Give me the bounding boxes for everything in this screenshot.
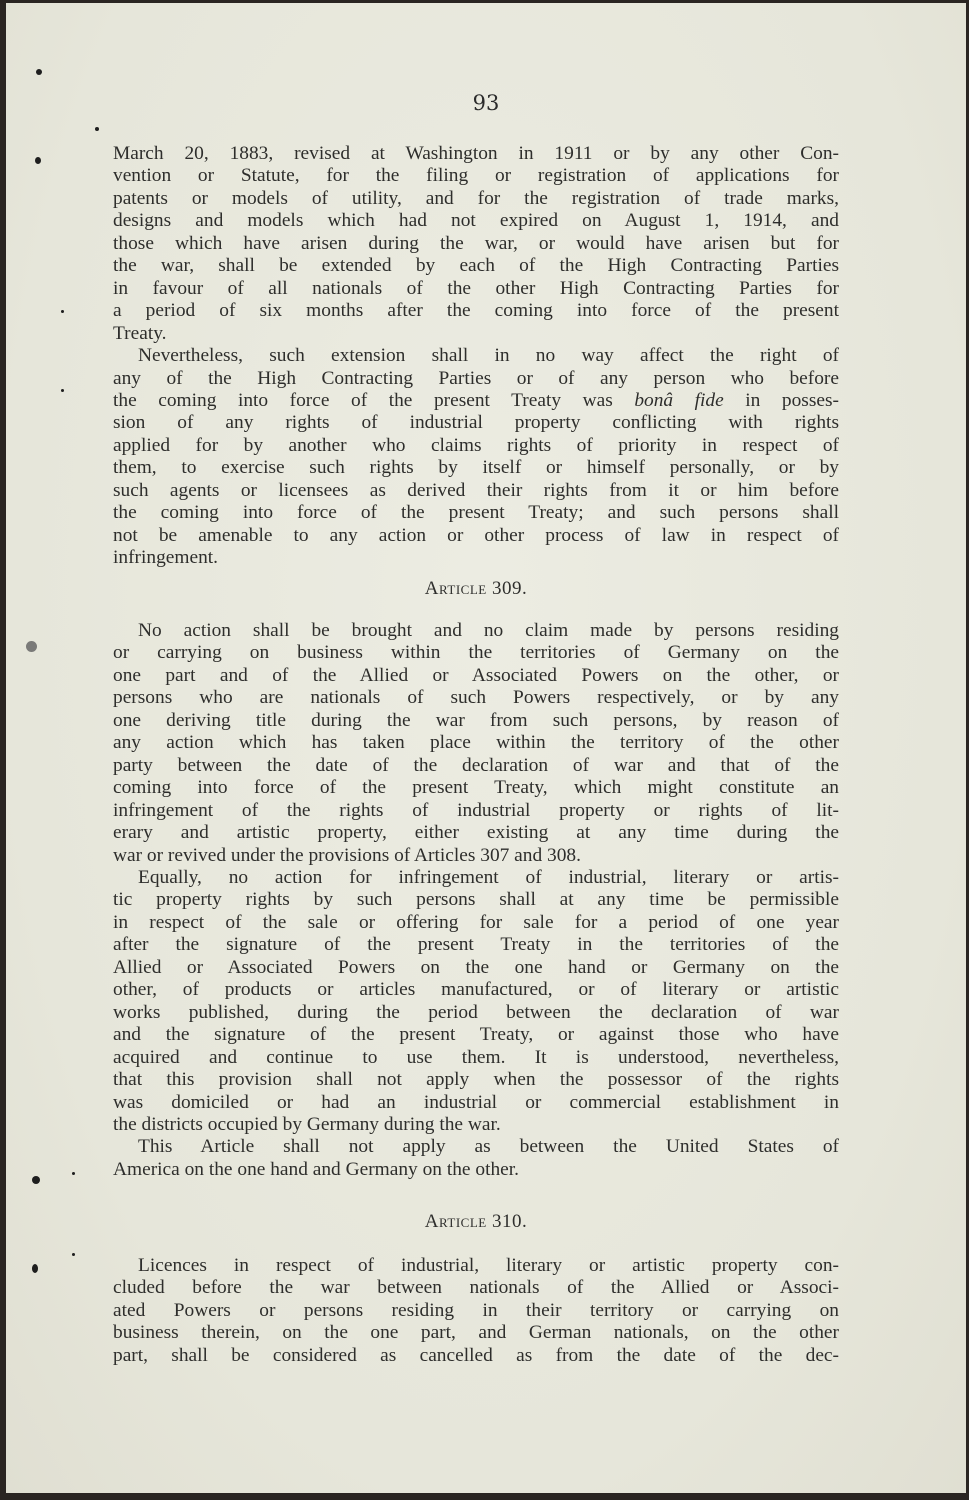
margin-mark bbox=[32, 1264, 38, 1273]
text-line: one part and of the Allied or Associated Powers on the other, or bbox=[113, 664, 839, 686]
article-310-heading: Article 310. bbox=[424, 1211, 528, 1232]
margin-mark bbox=[61, 310, 64, 313]
paragraph bbox=[113, 143, 839, 345]
text-line: March 20, 1883, revised at Washington in 1911 or by any other Con- bbox=[113, 143, 839, 164]
text-line: infringement of the rights of industrial property or rights of lit- bbox=[113, 799, 839, 821]
text-line: Equally, no action for infringement of industrial, literary or artis- bbox=[138, 866, 839, 888]
paragraph bbox=[113, 867, 839, 1136]
margin-mark bbox=[72, 1172, 75, 1175]
text-line: one deriving title during the war from such persons, by reason of bbox=[113, 709, 839, 731]
paragraph bbox=[113, 345, 839, 570]
text-line: a period of six months after the coming into force of the present bbox=[113, 300, 839, 322]
text-line: other, of products or articles manufactured, or of literary or artistic bbox=[113, 979, 839, 1001]
text-line: that this provision shall not apply when the possessor of the rights bbox=[113, 1069, 839, 1091]
page-number: 93 bbox=[472, 91, 500, 115]
margin-mark bbox=[36, 69, 42, 75]
text-line: ated Powers or persons residing in their territory or carrying on bbox=[113, 1299, 839, 1321]
text-line: This Article shall not apply as between the United States of bbox=[138, 1136, 839, 1158]
text-line: infringement. bbox=[113, 547, 219, 569]
text-line: any action which has taken place within the territory of the other bbox=[113, 732, 839, 754]
text-line: the coming into force of the present Treaty; and such persons shall bbox=[113, 502, 839, 524]
text-line: the war, shall be extended by each of the High Contracting Parties bbox=[113, 255, 839, 277]
text-line: acquired and continue to use them. It is understood, nevertheless, bbox=[113, 1046, 839, 1068]
text-line: not be amenable to any action or other process of law in respect of bbox=[113, 524, 839, 546]
text-line: was domiciled or had an industrial or commercial establishment in bbox=[113, 1091, 839, 1113]
margin-mark bbox=[61, 389, 64, 392]
paragraph bbox=[113, 1136, 839, 1181]
text-line: those which have arisen during the war, or would have arisen but for bbox=[113, 232, 839, 254]
text-line: tic property rights by such persons shall at any time be permissible bbox=[113, 889, 839, 911]
text-line: or carrying on business within the territories of Germany on the bbox=[113, 642, 839, 664]
text-line: in favour of all nationals of the other High Contracting Parties for bbox=[113, 277, 839, 299]
body-text-top bbox=[113, 143, 839, 570]
text-line: Treaty. bbox=[113, 322, 167, 344]
text-line: business therein, on the one part, and German nationals, on the other bbox=[113, 1322, 839, 1344]
text-line: cluded before the war between nationals of the Allied or Associ- bbox=[113, 1277, 839, 1299]
text-line: them, to exercise such rights by itself or himself personally, or by bbox=[113, 457, 839, 479]
text-line: such agents or licensees as derived their rights from it or him before bbox=[113, 479, 839, 501]
paragraph bbox=[113, 1255, 839, 1367]
margin-mark bbox=[72, 1253, 75, 1256]
text-line: erary and artistic property, either existing at any time during the bbox=[113, 822, 839, 844]
text-line: and the signature of the present Treaty, or against those who have bbox=[113, 1024, 839, 1046]
text-line: Allied or Associated Powers on the one hand or Germany on the bbox=[113, 956, 839, 978]
text-line: coming into force of the present Treaty, which might constitute an bbox=[113, 777, 839, 799]
text-line: party between the date of the declaration of war and that of the bbox=[113, 754, 839, 776]
text-line-with-italic: the coming into force of the present Treaty was bonâ fide in posses- bbox=[113, 389, 839, 411]
margin-mark bbox=[95, 127, 99, 131]
paragraph bbox=[113, 620, 839, 867]
text-line: works published, during the period between the declaration of war bbox=[113, 1001, 839, 1023]
article-309-heading: Article 309. bbox=[424, 578, 528, 599]
article-310-body bbox=[113, 1255, 839, 1367]
text-line: sion of any rights of industrial property conflicting with rights bbox=[113, 412, 839, 434]
article-309-body bbox=[113, 620, 839, 1181]
text-line: America on the one hand and Germany on the other. bbox=[113, 1158, 519, 1180]
document-page bbox=[6, 3, 966, 1493]
text-line: any of the High Contracting Parties or of any person who before bbox=[113, 367, 839, 389]
text-line: the districts occupied by Germany during the war. bbox=[113, 1113, 501, 1135]
text-line: patents or models of utility, and for the registration of trade marks, bbox=[113, 187, 839, 209]
text-line: part, shall be considered as cancelled as from the date of the dec- bbox=[113, 1344, 839, 1366]
text-line: Nevertheless, such extension shall in no way affect the right of bbox=[138, 345, 839, 367]
text-line: applied for by another who claims rights of priority in respect of bbox=[113, 434, 839, 456]
text-line: war or revived under the provisions of Articles 307 and 308. bbox=[113, 844, 581, 866]
text-line: Licences in respect of industrial, literary or artistic property con- bbox=[138, 1255, 839, 1276]
text-line: vention or Statute, for the filing or registration of applications for bbox=[113, 165, 839, 187]
margin-mark bbox=[35, 157, 41, 164]
text-line: No action shall be brought and no claim made by persons residing bbox=[138, 620, 839, 641]
margin-mark bbox=[32, 1176, 40, 1184]
text-line: persons who are nationals of such Powers respectively, or by any bbox=[113, 687, 839, 709]
text-line: in respect of the sale or offering for sale for a period of one year bbox=[113, 911, 839, 933]
text-line: designs and models which had not expired on August 1, 1914, and bbox=[113, 210, 839, 232]
italic-phrase: bonâ fide bbox=[634, 389, 724, 411]
text-line: after the signature of the present Treaty in the territories of the bbox=[113, 934, 839, 956]
margin-mark bbox=[26, 641, 37, 652]
